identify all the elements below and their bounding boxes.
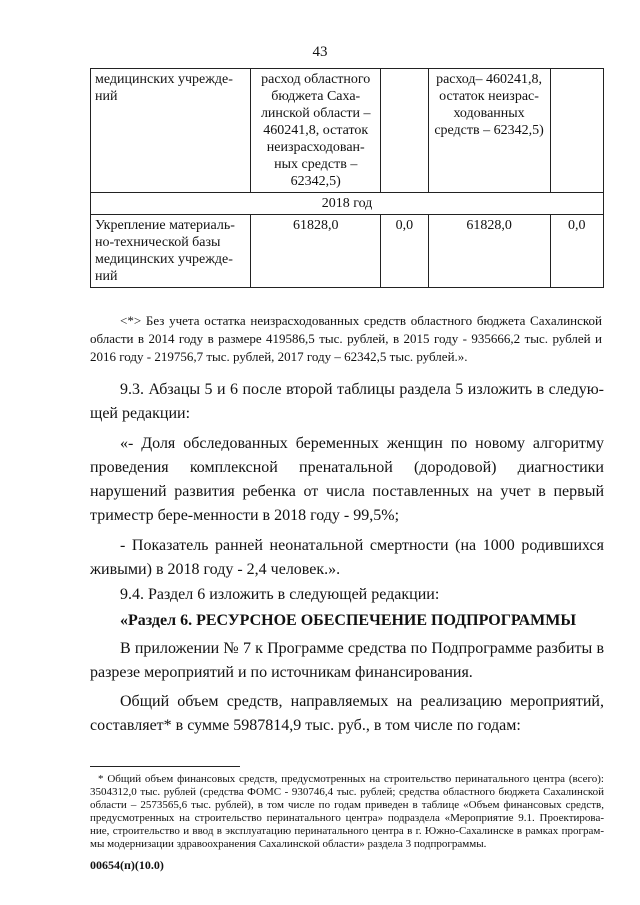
paragraph-9-3: 9.3. Абзацы 5 и 6 после второй таблицы раздела 5 изложить в следую-щей редакции: <box>90 381 604 422</box>
table-cell: расход– 460241,8, остаток неизрас-ходованных средств – 62342,5) <box>428 69 550 193</box>
table-year-row <box>91 193 604 215</box>
paragraph-9-4: 9.4. Раздел 6 изложить в следующей редакции: <box>120 586 440 603</box>
table-note: <*> Без учета остатка неизрасходованных средств областного бюджета Сахалинской области в 2014 году в размере 419586,5 тыс. рублей, в 2015 году - 935666,2 тыс. рублей и 2016 году - 219756,7 тыс. рублей, 2017 году – 62342,5 тыс. рублей.». <box>90 313 602 364</box>
page-number: 43 <box>312 44 328 60</box>
budget-table <box>90 68 604 288</box>
table-cell: 61828,0 <box>251 215 381 288</box>
paragraph-total: Общий объем средств, направляемых на реализацию мероприятий, составляет* в сумме 5987814,9 тыс. руб., в том числе по годам: <box>90 693 604 734</box>
footnote-divider <box>90 766 240 767</box>
table-cell: 0,0 <box>550 215 603 288</box>
table-row <box>91 215 604 288</box>
table-cell: Укрепление материаль-но-технической базы медицинских учрежде-ний <box>91 215 251 288</box>
table-cell: 61828,0 <box>428 215 550 288</box>
footnote: * Общий объем финансовых средств, предусмотренных на строительство перинатального центра (всего): 3504312,0 тыс. рублей (средства ФОМС - 930746,4 тыс. рублей; средства областного бюджета Сахалинской области – 2573565,6 тыс. рублей), в том числе по годам приведен в таблице «Объем финансовых средств, предусмотренных на строительство перинатального центра» подраздела «Мероприятие 9.1. Проектирова-ние, строительство и ввод в эксплуатацию перинатального центра в г. Южно-Сахалинске в рамках програм-мы модернизации здравоохранения Сахалинской области» раздела 3 подпрограммы. <box>90 773 604 850</box>
table-cell <box>381 69 428 193</box>
table-cell <box>550 69 603 193</box>
table-cell: медицинских учрежде-ний <box>91 69 251 193</box>
section-heading: «Раздел 6. РЕСУРСНОЕ ОБЕСПЕЧЕНИЕ ПОДПРОГРАММЫ <box>120 612 577 629</box>
table-cell: расход областного бюджета Саха-линской области – 460241,8, остаток неизрасходован-ных средств – 62342,5) <box>251 69 381 193</box>
table-row <box>91 69 604 193</box>
year-label: 2018 год <box>91 193 604 215</box>
paragraph-appendix: В приложении № 7 к Программе средства по Подпрограмме разбиты в разрезе мероприятий и по источникам финансирования. <box>90 640 604 681</box>
table-cell: 0,0 <box>381 215 428 288</box>
paragraph-quote-1: «- Доля обследованных беременных женщин по новому алгоритму проведения комплексной пренатальной (дородовой) диагностики нарушений развития ребенка от числа поставленных на учет в первый триместр бере-менности в 2018 году - 99,5%; <box>90 435 604 524</box>
paragraph-quote-2: - Показатель ранней неонатальной смертности (на 1000 родившихся живыми) в 2018 году - 2,4 человек.». <box>90 537 604 578</box>
document-code: 00654(п)(10.0) <box>90 858 164 872</box>
